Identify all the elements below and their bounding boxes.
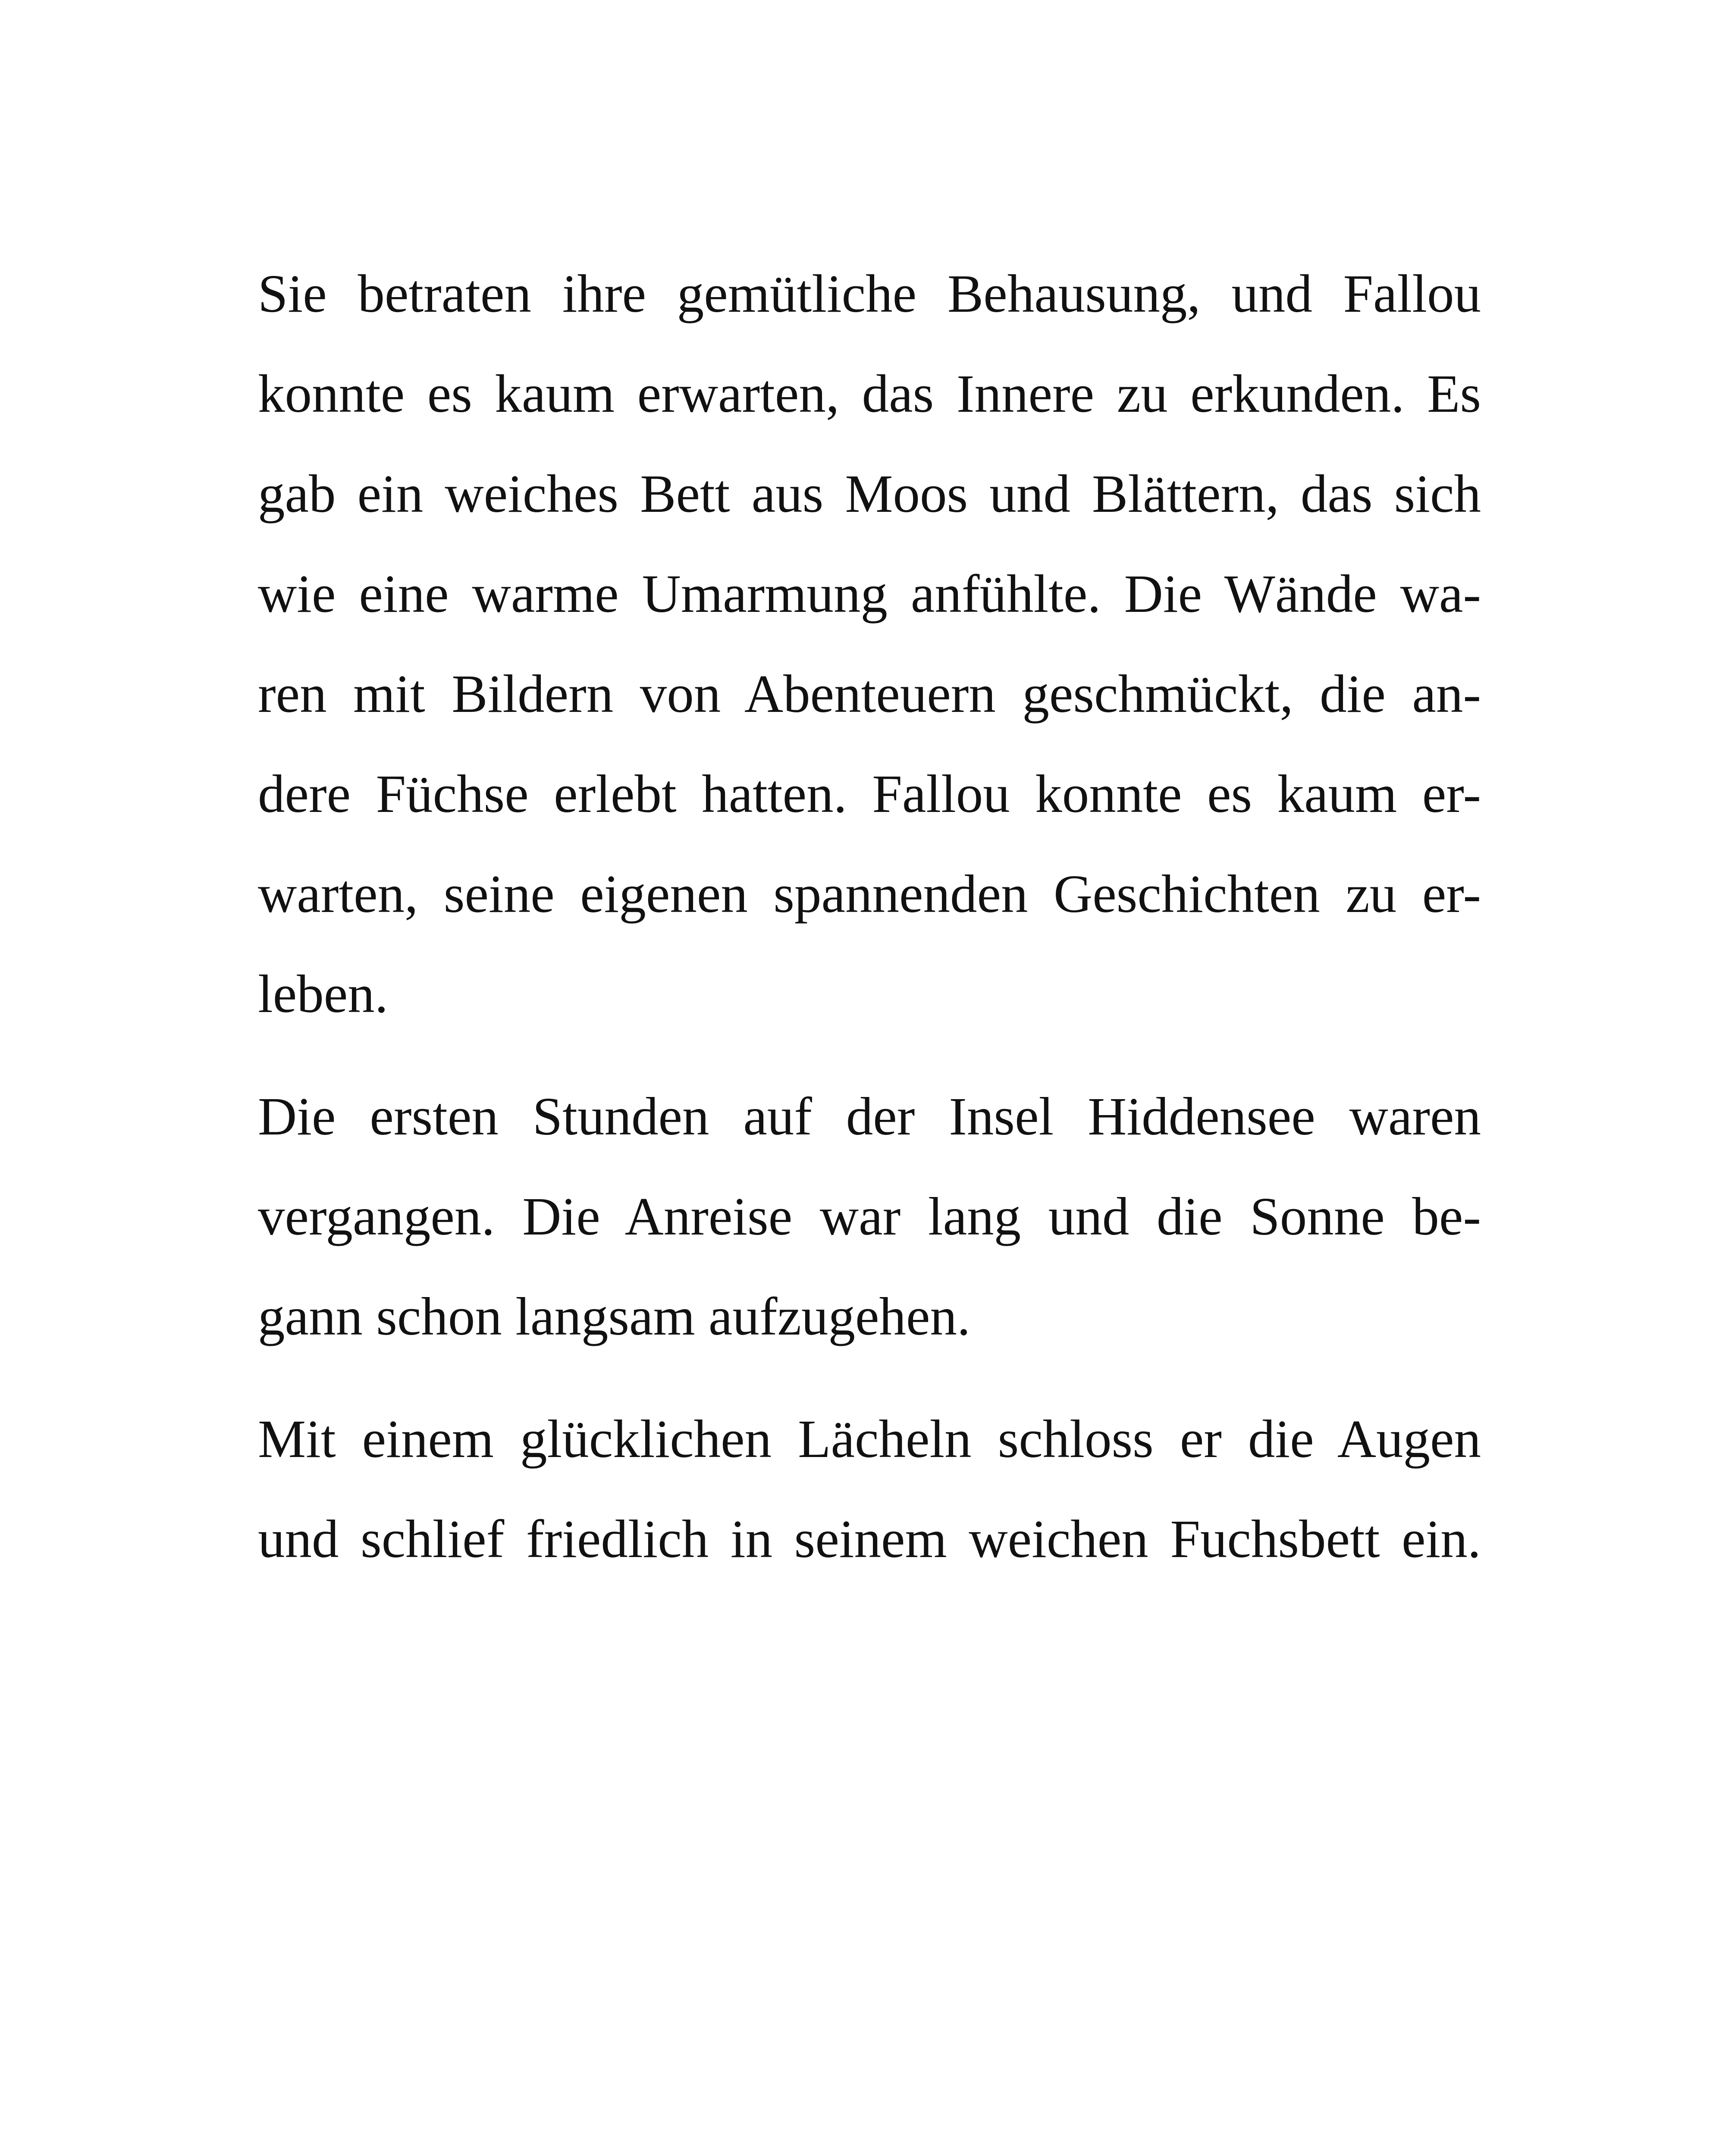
text-line: wie eine warme Umarmung anfühlte. Die Wände wa- bbox=[258, 564, 1481, 624]
text-line: Mit einem glücklichen Lächeln schloss er die Augen bbox=[258, 1410, 1481, 1469]
text-line: und schlief friedlich in seinem weichen Fuchsbett ein. bbox=[258, 1510, 1481, 1569]
paragraph-1 bbox=[258, 244, 1481, 1044]
text-line: warten, seine eigenen spannenden Geschichten zu er- bbox=[258, 865, 1481, 924]
text-line: gann schon langsam aufzugehen. bbox=[258, 1287, 971, 1347]
text-line: gab ein weiches Bett aus Moos und Blättern, das sich bbox=[258, 464, 1481, 524]
text-line: Sie betraten ihre gemütliche Behausung, und Fallou bbox=[258, 264, 1481, 324]
text-line: dere Füchse erlebt hatten. Fallou konnte es kaum er- bbox=[258, 765, 1481, 824]
text-line: leben. bbox=[258, 965, 388, 1024]
text-line: ren mit Bildern von Abenteuern geschmückt, die an- bbox=[258, 664, 1481, 724]
body-text bbox=[258, 244, 1481, 1612]
text-line: konnte es kaum erwarten, das Innere zu erkunden. Es bbox=[258, 364, 1481, 424]
paragraph-2 bbox=[258, 1067, 1481, 1367]
text-line: Die ersten Stunden auf der Insel Hiddensee waren bbox=[258, 1087, 1481, 1147]
text-line: vergangen. Die Anreise war lang und die Sonne be- bbox=[258, 1187, 1481, 1247]
paragraph-3 bbox=[258, 1389, 1481, 1589]
